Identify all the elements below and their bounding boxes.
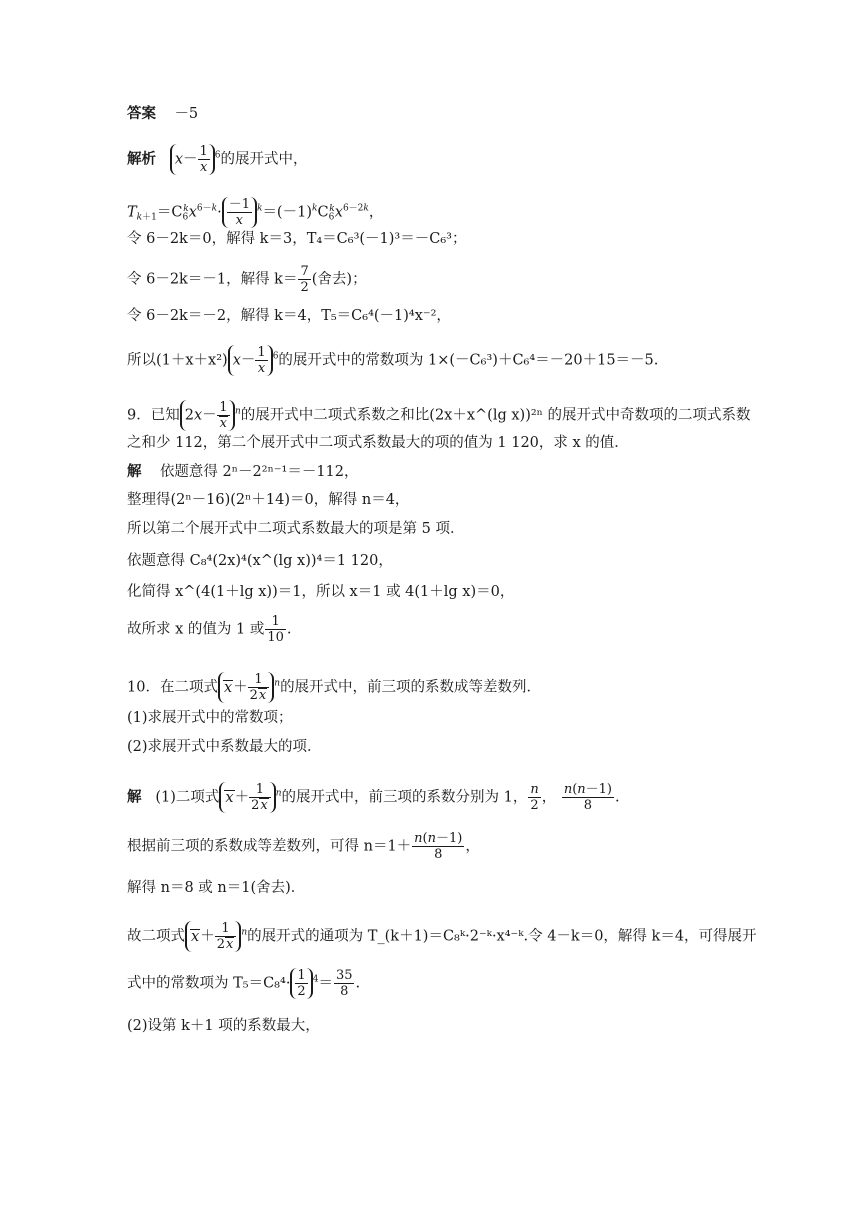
solution-10-line-2: 根据前三项的系数成等差数列，可得 n＝1＋ $\frac{n(n-1)}{8}$ ，: [127, 831, 480, 862]
question-10-part-1: (1)求展开式中的常数项；: [127, 710, 293, 726]
answer-label: 答案: [127, 105, 156, 122]
solution-10-line-1: 解 (1)二项式 x＋ $\frac{1}{2x}$ $^n$的展开式中，前三项的系数分别为 1， $\frac{n}{2}$ ， $\frac{n(n-1)}{8}$ .: [127, 782, 620, 813]
solution-10-line-4: 故二项式 x＋ $\frac{1}{2x}$ $^n$的展开式的通项为 T_(k＋1)＝C₈ᵏ·2⁻ᵏ·x⁴⁻ᵏ.令 4－k＝0，解得 k＝4，可得展开: [127, 921, 757, 952]
formula-x-minus-1-over-x: x－ $\frac{1}{x}$: [170, 144, 215, 175]
question-9-line-1: 9．已知 2x－ $\frac{1}{x}$ $^n$的展开式中二项式系数之和比(2x＋x^(lg x))²ⁿ 的展开式中奇数项的二项式系数: [127, 400, 751, 431]
question-10-line-1: 10．在二项式 x＋ $\frac{1}{2x}$ $^n$的展开式中，前三项的系数成等差数列．: [127, 672, 542, 703]
analysis-line-4: 令 6－2k＝－1，解得 k＝ $\frac{7}{2}$ (舍去)；: [127, 264, 367, 295]
solution-10-line-5: 式中的常数项为 T₅＝C₈⁴· $\frac{1}{2}$ $^4$＝ $\frac{35}{8}$ .: [127, 968, 361, 999]
analysis-line-5: 令 6－2k＝－2，解得 k＝4，T₅＝C₆⁴(－1)⁴x⁻²，: [127, 308, 451, 324]
answer-value: －5: [174, 106, 199, 122]
analysis-line-3: 令 6－2k＝0，解得 k＝3，T₄＝C₆³(－1)³＝－C₆³；: [127, 231, 467, 247]
question-10-part-2: (2)求展开式中系数最大的项．: [127, 739, 322, 755]
answer-line: [127, 104, 198, 124]
analysis-line-6: 所以(1＋x＋x²) x－ $\frac{1}{x}$ $^6$的展开式中的常数项为 1×(－C₆³)＋C₆⁴＝－20＋15＝－5.: [127, 345, 659, 376]
solution-9-line-3: 所以第二个展开式中二项式系数最大的项是第 5 项．: [127, 521, 465, 537]
solution-9-line-5: 化简得 x^(4(1＋lg x))＝1，所以 x＝1 或 4(1＋lg x)＝0，: [127, 584, 515, 600]
solution-9-line-2: 整理得(2ⁿ－16)(2ⁿ＋14)＝0，解得 n＝4，: [127, 492, 410, 508]
solution-9-line-4: 依题意得 C₈⁴(2x)⁴(x^(lg x))⁴＝1 120，: [127, 553, 393, 569]
solution-9-line-6: 故所求 x 的值为 1 或 $\frac{1}{10}$ .: [127, 614, 292, 645]
question-9-line-2: 之和少 112，第二个展开式中二项式系数最大的项的值为 1 120，求 x 的值．: [127, 435, 629, 451]
analysis-label: 解析: [127, 150, 156, 168]
solution-10-line-3: 解得 n＝8 或 n＝1(舍去)．: [127, 880, 306, 896]
analysis-line-1: 解析 x－ $\frac{1}{x}$ $^6$的展开式中，: [127, 144, 308, 175]
solution-10-line-6: (2)设第 k＋1 项的系数最大，: [127, 1018, 320, 1034]
solution-9-line-1: 解 依题意得 2ⁿ－2²ⁿ⁻¹＝－112，: [127, 463, 359, 480]
analysis-l1-text: 的展开式中，: [220, 151, 308, 168]
analysis-line-2: $T_{k+1}=C_6^kx^{6-k}\cdot$ $\frac{-1}{x}$ $^k=(-1)^kC_6^kx^{6-2k}$，: [127, 197, 384, 228]
